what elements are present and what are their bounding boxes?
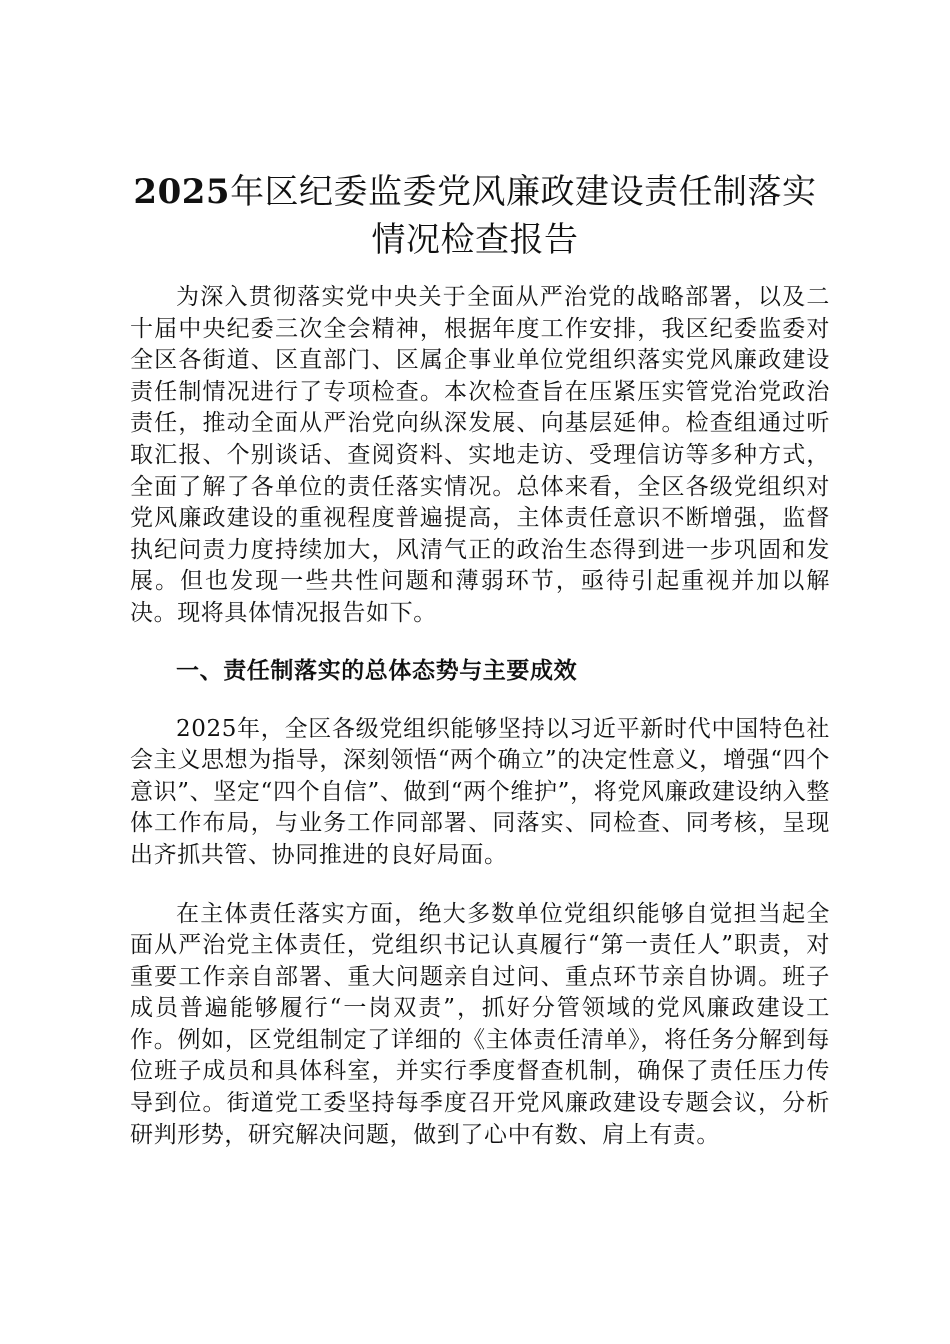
- title-year: 2025: [133, 172, 231, 212]
- section-1-paragraph-2: 在主体责任落实方面，绝大多数单位党组织能够自觉担当起全面从严治党主体责任，党组织书记认真履行“第一责任人”职责，对重要工作亲自部署、重大问题亲自过问、重点环节亲自协调。班子成员普遍能够履行“一岗双责”，抓好分管领域的党风廉政建设工作。例如，区党组制定了详细的《主体责任清单》，将任务分解到每位班子成员和具体科室，并实行季度督查机制，确保了责任压力传导到位。街道党工委坚持每季度召开党风廉政建设专题会议，分析研判形势，研究解决问题，做到了心中有数、肩上有责。: [130, 900, 830, 1148]
- section-1-paragraph-1: 2025年，全区各级党组织能够坚持以习近平新时代中国特色社会主义思想为指导，深刻领悟“两个确立”的决定性意义，增强“四个意识”、坚定“四个自信”、做到“两个维护”，将党风廉政建设纳入整体工作布局，与业务工作同部署、同落实、同检查、同考核，呈现出齐抓共管、协同推进的良好局面。: [130, 715, 830, 868]
- document-title: [120, 168, 830, 264]
- title-line-2: 情况检查报告: [371, 220, 579, 260]
- title-line-1-text: 年区纪委监委党风廉政建设责任制落实: [230, 172, 817, 212]
- intro-paragraph: 为深入贯彻落实党中央关于全面从严治党的战略部署，以及二十届中央纪委三次全会精神，根据年度工作安排，我区纪委监委对全区各街道、区直部门、区属企事业单位党组织落实党风廉政建设责任制情况进行了专项检查。本次检查旨在压紧压实管党治党政治责任，推动全面从严治党向纵深发展、向基层延伸。检查组通过听取汇报、个别谈话、查阅资料、实地走访、受理信访等多种方式，全面了解了各单位的责任落实情况。总体来看，全区各级党组织对党风廉政建设的重视程度普遍提高，主体责任意识不断增强，监督执纪问责力度持续加大，风清气正的政治生态得到进一步巩固和发展。但也发现一些共性问题和薄弱环节，亟待引起重视并加以解决。现将具体情况报告如下。: [130, 284, 830, 626]
- section-1-heading: 一、责任制落实的总体态势与主要成效: [176, 657, 578, 684]
- document-body: [130, 282, 830, 1178]
- title-line-1: [120, 168, 830, 216]
